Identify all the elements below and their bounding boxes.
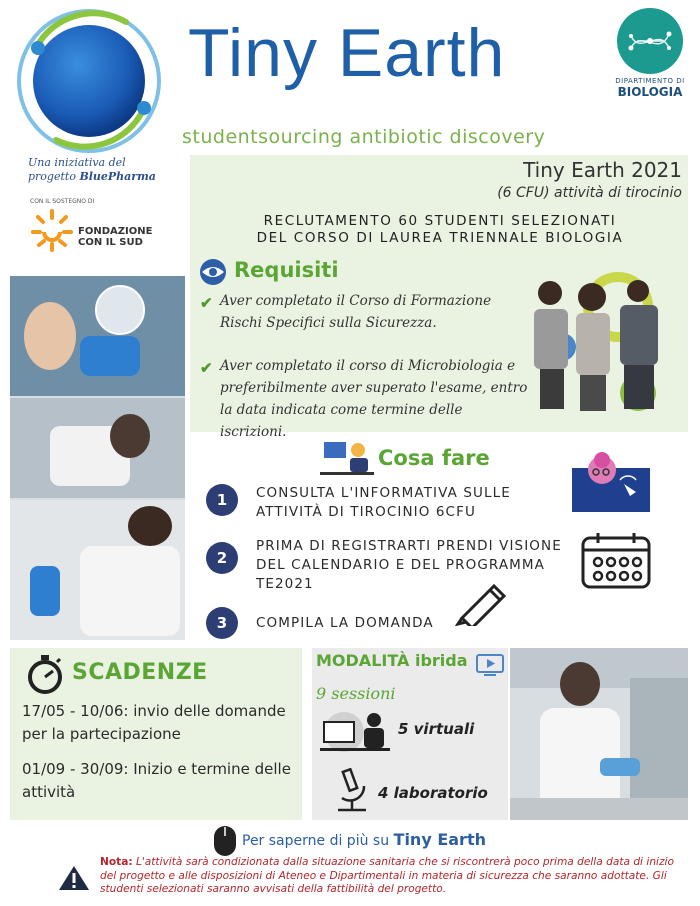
page-title: Tiny Earth xyxy=(188,15,506,91)
check-icon: ✔ xyxy=(200,294,213,312)
molecule-icon xyxy=(617,8,683,74)
video-icon xyxy=(476,654,504,676)
deadline-item xyxy=(22,700,294,746)
fondazione-line1: FONDAZIONE xyxy=(78,226,153,237)
note-text: L'attività sarà condizionata dalla situazione sanitaria che si riscontrerà poco prima della data di inizio del progetto e alle disposizioni di Ateneo e Dipartimentali in materia di sicurezza che saranno adottate. Gli studenti selezionati saranno avvisati della fattibilità del progetto. xyxy=(100,856,674,895)
more-info-prefix: Per saperne di più su xyxy=(242,833,390,849)
program-cfu: (6 CFU) attività di tirocinio xyxy=(497,185,682,201)
sun-logo-icon xyxy=(30,208,74,252)
warning-icon xyxy=(58,864,90,892)
lab-photo xyxy=(510,648,688,820)
step-text: CONSULTA L'INFORMATIVA SULLE ATTIVITÀ DI TIROCINIO 6CFU xyxy=(256,485,511,520)
more-info-link-text[interactable]: Tiny Earth xyxy=(393,830,486,849)
requirement-text: Aver completato il Corso di Formazione Rischi Specifici sulla Sicurezza. xyxy=(220,293,492,331)
virtual-sessions: 5 virtuali xyxy=(398,720,475,738)
recruitment-line1: RECLUTAMENTO 60 STUDENTI SELEZIONATI xyxy=(263,213,617,229)
more-info-link[interactable] xyxy=(242,830,486,849)
page-subtitle: studentsourcing antibiotic discovery xyxy=(182,126,546,148)
virtual-session-icon xyxy=(320,708,390,754)
disclaimer-note xyxy=(100,856,690,897)
step-number: 2 xyxy=(206,542,238,574)
recruitment-line2: DEL CORSO DI LAUREA TRIENNALE BIOLOGIA xyxy=(256,230,624,246)
fondazione-line2: CON IL SUD xyxy=(78,237,143,248)
deadline-text: : invio delle domande per la partecipazione xyxy=(22,702,286,743)
fondazione-name xyxy=(78,226,152,248)
eye-icon xyxy=(196,258,230,286)
lab-sessions: 4 laboratorio xyxy=(378,784,488,802)
note-label: Nota: xyxy=(100,856,133,868)
mouse-icon xyxy=(212,824,238,858)
calendar-icon xyxy=(580,532,652,590)
department-label: DIPARTIMENTO DI xyxy=(615,77,685,85)
lab-photos-collage xyxy=(10,276,185,640)
check-icon: ✔ xyxy=(200,359,213,377)
deadline-dates: 17/05 - 10/06 xyxy=(22,702,124,720)
students-illustration-icon xyxy=(520,265,670,415)
step-text: PRIMA DI REGISTRARTI PRENDI VISIONE DEL CALENDARIO E DEL PROGRAMMA TE2021 xyxy=(256,538,562,592)
tiny-earth-logo-icon xyxy=(16,8,162,154)
mode-heading: MODALITÀ ibrida xyxy=(316,651,468,670)
program-title: Tiny Earth 2021 xyxy=(523,158,682,182)
department-logo xyxy=(612,8,688,98)
initiative-note xyxy=(28,156,168,184)
deadlines-heading: SCADENZE xyxy=(72,660,208,685)
step-number: 1 xyxy=(206,484,238,516)
department-name: BIOLOGIA xyxy=(617,85,683,99)
deadline-dates: 01/09 - 30/09 xyxy=(22,760,124,778)
todo-heading: Cosa fare xyxy=(378,446,490,470)
deadline-text: : Inizio e termine delle attività xyxy=(22,760,291,801)
bluepharma-brand: BluePharma xyxy=(79,170,156,183)
requirement-text: Aver completato il corso di Microbiologia e preferibilmente aver superato l'esame, entro la data indicata come termine delle iscrizioni. xyxy=(220,358,528,440)
step-number: 3 xyxy=(206,607,238,639)
step-text: COMPILA LA DOMANDA xyxy=(256,615,434,631)
sessions-count: 9 sessioni xyxy=(316,684,396,703)
stopwatch-icon xyxy=(26,654,64,694)
recruitment-text xyxy=(200,213,680,247)
requirement-item xyxy=(200,290,530,334)
microscope-icon xyxy=(334,768,370,814)
support-label: CON IL SOSTEGNO DI xyxy=(30,198,95,205)
requirement-item xyxy=(200,355,530,443)
pencil-icon xyxy=(454,578,514,626)
computer-user-icon xyxy=(320,438,374,478)
deadline-item xyxy=(22,758,294,804)
requirements-heading: Requisiti xyxy=(234,258,339,282)
initiative-line1: Una iniziativa del xyxy=(28,156,126,169)
initiative-line2: progetto xyxy=(28,170,76,183)
user-touch-icon xyxy=(572,450,654,516)
